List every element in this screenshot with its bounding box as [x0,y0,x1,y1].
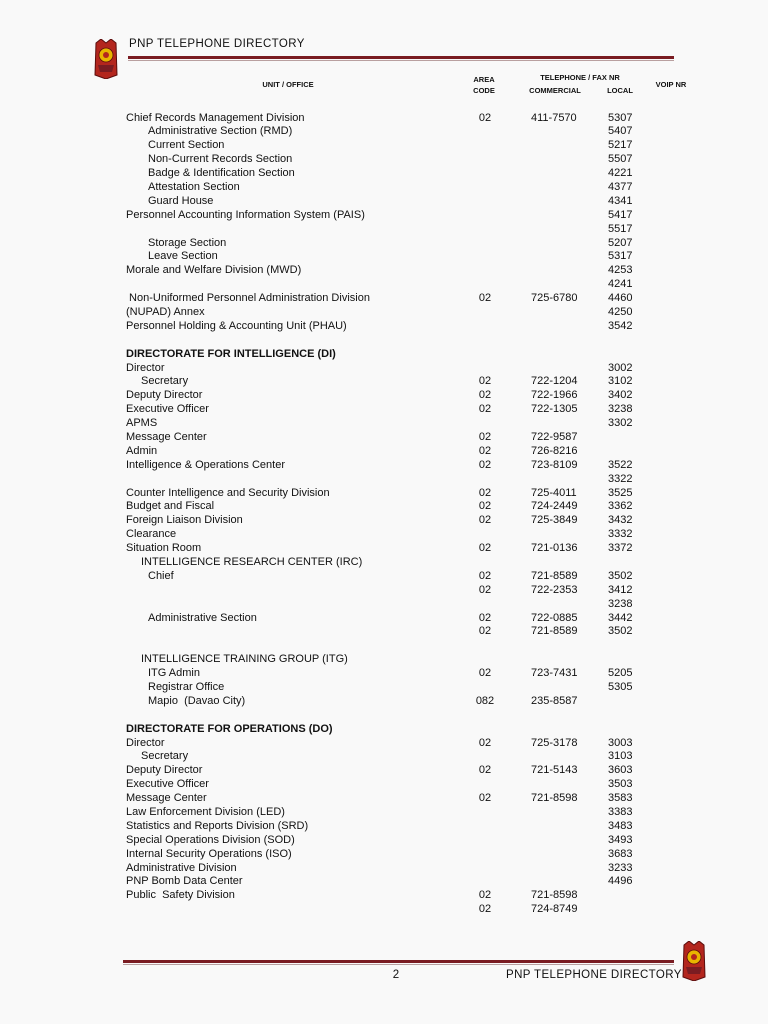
entry-local-number: 3522 [608,458,633,471]
entry-name: DIRECTORATE FOR INTELLIGENCE (DI) [126,347,336,360]
table-row [0,570,768,584]
table-row [0,125,768,139]
entry-name: Storage Section [148,236,227,249]
entry-name: Morale and Welfare Division (MWD) [126,264,302,277]
table-row [0,431,768,445]
entry-local-number: 4221 [608,167,633,180]
table-row [0,320,768,334]
entry-local-number: 5507 [608,153,633,166]
entry-local-number: 3412 [608,583,633,596]
entry-commercial-number: 725-6780 [531,292,578,305]
entry-commercial-number: 726-8216 [531,444,578,457]
entry-area-code: 02 [478,500,492,513]
entry-name: PNP Bomb Data Center [126,875,243,888]
entry-area-code: 02 [478,430,492,443]
table-row [0,903,768,917]
table-row [0,278,768,292]
table-row [0,612,768,626]
entry-local-number: 3362 [608,500,633,513]
column-header-commercial: COMMERCIAL [529,86,581,95]
table-row [0,639,768,653]
table-row [0,653,768,667]
entry-local-number: 5205 [608,667,633,680]
entry-area-code: 02 [478,569,492,582]
table-row [0,209,768,223]
pnp-seal-icon [93,39,119,79]
table-row [0,764,768,778]
pnp-seal-icon [681,941,707,981]
page-number: 2 [392,969,400,981]
entry-name: Current Section [148,139,225,152]
table-row [0,167,768,181]
entry-local-number: 3372 [608,542,633,555]
entry-name: Foreign Liaison Division [126,514,243,527]
area-header-line1: AREA [473,75,495,84]
table-row [0,625,768,639]
entry-local-number: 3103 [608,750,633,763]
entry-name: Budget and Fiscal [126,500,215,513]
entry-area-code: 02 [478,792,492,805]
entry-local-number: 4253 [608,264,633,277]
entry-area-code: 02 [478,667,492,680]
entry-name: Special Operations Division (SOD) [126,833,295,846]
entry-name: Public Safety Division [126,889,235,902]
entry-commercial-number: 724-2449 [531,500,578,513]
entry-area-code: 02 [478,403,492,416]
section-heading-row [0,723,768,737]
table-row [0,445,768,459]
table-row [0,862,768,876]
entry-commercial-number: 721-8589 [531,625,578,638]
entry-name: Executive Officer [126,778,209,791]
column-header-unit: UNIT / OFFICE [262,80,314,89]
entry-area-code: 02 [478,111,492,124]
table-row [0,306,768,320]
table-row [0,223,768,237]
table-row [0,848,768,862]
entry-name: Registrar Office [148,681,225,694]
entry-area-code: 02 [478,542,492,555]
table-row [0,834,768,848]
entry-name: Chief [148,569,174,582]
area-header-line2: CODE [473,86,495,95]
table-row [0,556,768,570]
page-header-title: PNP TELEPHONE DIRECTORY [129,38,305,50]
entry-local-number: 3233 [608,861,633,874]
header-rule [128,56,674,59]
entry-name: APMS [126,417,158,430]
table-row [0,112,768,126]
entry-local-number: 4241 [608,278,633,291]
entry-name: Deputy Director [126,764,203,777]
entry-area-code: 02 [478,486,492,499]
entry-local-number: 5317 [608,250,633,263]
entry-local-number: 4341 [608,194,633,207]
entry-area-code: 082 [475,694,495,707]
entry-commercial-number: 724-8749 [531,903,578,916]
entry-name: Non-Current Records Section [148,153,293,166]
entry-local-number: 3322 [608,472,633,485]
table-row [0,362,768,376]
table-row [0,500,768,514]
entry-name: DIRECTORATE FOR OPERATIONS (DO) [126,722,333,735]
entry-name: Personnel Holding & Accounting Unit (PHAU) [126,319,347,332]
table-row [0,820,768,834]
entry-local-number: 3583 [608,792,633,805]
entry-commercial-number: 725-4011 [531,486,577,499]
entry-local-number: 3502 [608,625,633,638]
table-row [0,778,768,792]
entry-local-number: 3483 [608,819,633,832]
entry-commercial-number: 721-5143 [531,764,578,777]
entry-local-number: 3402 [608,389,633,402]
entry-name: Administrative Section [148,611,257,624]
directory-table [0,112,768,918]
entry-local-number: 3503 [608,778,633,791]
table-row [0,153,768,167]
entry-local-number: 3442 [608,611,633,624]
entry-name: Secretary [141,375,189,388]
entry-local-number: 3002 [608,361,633,374]
entry-commercial-number: 722-0885 [531,611,578,624]
entry-commercial-number: 411-7570 [531,111,577,124]
entry-commercial-number: 722-9587 [531,430,578,443]
table-row [0,889,768,903]
table-row [0,487,768,501]
entry-name: Chief Records Management Division [126,111,305,124]
table-row [0,750,768,764]
entry-name: Director [126,736,165,749]
entry-area-code: 02 [478,889,492,902]
entry-local-number: 5407 [608,125,633,138]
table-row [0,528,768,542]
entry-local-number: 5207 [608,236,633,249]
table-row [0,737,768,751]
entry-commercial-number: 722-2353 [531,583,578,596]
column-header-telephone: TELEPHONE / FAX NR [540,73,620,82]
entry-name: Intelligence & Operations Center [126,458,285,471]
entry-name: Counter Intelligence and Security Division [126,486,330,499]
entry-commercial-number: 725-3849 [531,514,578,527]
entry-local-number: 3003 [608,736,633,749]
table-row [0,334,768,348]
entry-local-number: 3238 [608,597,633,610]
entry-commercial-number: 721-8598 [531,889,578,902]
entry-local-number: 4496 [608,875,633,888]
footer-rule [123,960,674,963]
entry-area-code: 02 [478,764,492,777]
entry-local-number: 5417 [608,208,633,221]
entry-area-code: 02 [478,903,492,916]
table-row [0,667,768,681]
entry-local-number: 5307 [608,111,633,124]
entry-name: Administrative Section (RMD) [148,125,293,138]
entry-name: Secretary [141,750,189,763]
entry-name: ITG Admin [148,667,200,680]
entry-name: Deputy Director [126,389,203,402]
entry-name: Message Center [126,792,207,805]
entry-name: Attestation Section [148,180,240,193]
entry-name: INTELLIGENCE TRAINING GROUP (ITG) [141,653,348,666]
column-header-area-code [466,74,502,96]
table-row [0,806,768,820]
entry-commercial-number: 235-8587 [531,694,578,707]
entry-area-code: 02 [478,736,492,749]
entry-name: Personnel Accounting Information System (PAIS) [126,208,365,221]
table-row [0,709,768,723]
entry-name: (NUPAD) Annex [126,305,205,318]
entry-local-number: 4460 [608,292,633,305]
table-row [0,375,768,389]
entry-commercial-number: 722-1966 [531,389,578,402]
header-rule-thin [128,60,674,61]
entry-local-number: 3432 [608,514,633,527]
entry-area-code: 02 [478,611,492,624]
entry-area-code: 02 [478,514,492,527]
entry-name: Non-Uniformed Personnel Administration Division [126,292,370,305]
entry-name: Administrative Division [126,861,237,874]
table-row [0,389,768,403]
column-header-voip: VOIP NR [655,80,687,89]
section-heading-row [0,348,768,362]
entry-local-number: 3302 [608,417,633,430]
entry-area-code: 02 [478,583,492,596]
entry-name: Law Enforcement Division (LED) [126,806,285,819]
entry-local-number: 3102 [608,375,633,388]
table-row [0,195,768,209]
table-row [0,473,768,487]
entry-local-number: 3332 [608,528,633,541]
table-row [0,403,768,417]
entry-name: Message Center [126,430,207,443]
table-row [0,681,768,695]
entry-name: Internal Security Operations (ISO) [126,847,292,860]
entry-name: Badge & Identification Section [148,167,295,180]
entry-area-code: 02 [478,292,492,305]
entry-name: Leave Section [148,250,218,263]
entry-local-number: 3603 [608,764,633,777]
table-row [0,598,768,612]
entry-commercial-number: 721-0136 [531,542,578,555]
entry-commercial-number: 721-8598 [531,792,578,805]
entry-commercial-number: 721-8589 [531,569,578,582]
entry-local-number: 3542 [608,319,633,332]
table-row [0,181,768,195]
entry-area-code: 02 [478,389,492,402]
entry-name: Mapio (Davao City) [148,694,246,707]
table-row [0,250,768,264]
table-row [0,695,768,709]
entry-name: INTELLIGENCE RESEARCH CENTER (IRC) [141,556,363,568]
table-row [0,139,768,153]
entry-commercial-number: 725-3178 [531,736,578,749]
entry-name: Admin [126,444,158,457]
entry-area-code: 02 [478,458,492,471]
entry-commercial-number: 723-8109 [531,458,578,471]
entry-local-number: 4377 [608,180,633,193]
entry-local-number: 3493 [608,833,633,846]
entry-name: Situation Room [126,542,202,555]
table-row [0,237,768,251]
entry-local-number: 3502 [608,569,633,582]
entry-local-number: 5217 [608,139,633,152]
page-footer-title: PNP TELEPHONE DIRECTORY [506,969,682,981]
table-row [0,792,768,806]
entry-name: Guard House [148,194,214,207]
entry-local-number: 3683 [608,847,633,860]
entry-area-code: 02 [478,444,492,457]
entry-local-number: 3238 [608,403,633,416]
entry-commercial-number: 723-7431 [531,667,578,680]
table-row [0,264,768,278]
entry-local-number: 3383 [608,806,633,819]
entry-commercial-number: 722-1204 [531,375,578,388]
entry-name: Director [126,361,165,374]
table-row [0,542,768,556]
entry-local-number: 3525 [608,486,633,499]
entry-name: Statistics and Reports Division (SRD) [126,819,309,832]
entry-commercial-number: 722-1305 [531,403,578,416]
table-row [0,292,768,306]
entry-local-number: 5517 [608,222,633,235]
entry-name: Executive Officer [126,403,209,416]
entry-area-code: 02 [478,625,492,638]
entry-local-number: 5305 [608,681,633,694]
table-row [0,584,768,598]
entry-area-code: 02 [478,375,492,388]
entry-name: Clearance [126,528,177,541]
footer-rule-thin [123,964,674,965]
column-header-local: LOCAL [607,86,633,95]
table-row [0,514,768,528]
table-row [0,459,768,473]
entry-local-number: 4250 [608,305,633,318]
table-row [0,875,768,889]
table-row [0,417,768,431]
